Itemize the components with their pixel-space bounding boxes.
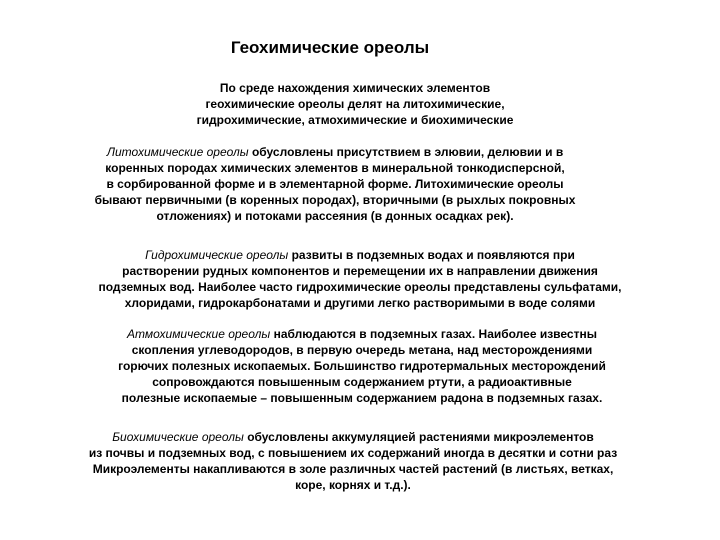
paragraph-line-rest: обусловлены присутствием в элювии, делювии и в: [248, 145, 564, 159]
paragraph-line: коренных породах химических элементов в минеральной тонкодисперсной,: [105, 161, 565, 175]
intro-text: [130, 80, 580, 128]
paragraph-line: коре, корнях и т.д.).: [295, 478, 411, 492]
intro-line: По среде нахождения химических элементов: [219, 81, 491, 95]
paragraph-line: в сорбированной форме и в элементарной форме. Литохимические ореолы: [106, 177, 564, 191]
intro-line: гидрохимические, атмохимические и биохимические: [196, 113, 514, 127]
paragraph-line: Микроэлементы накапливаются в золе различных частей растений (в листьях, ветках,: [92, 462, 614, 476]
paragraph-line: горючих полезных ископаемых. Большинство гидротермальных месторождений: [118, 359, 606, 373]
paragraph-line-rest: обусловлены аккумуляцией растениями микроэлементов: [243, 430, 594, 444]
paragraph-line: [30, 144, 640, 160]
paragraph-line: полезные ископаемые – повышенным содержанием радона в подземных газах.: [121, 391, 603, 405]
paragraph-biochemical: [28, 429, 678, 493]
paragraph-line: хлоридами, гидрокарбонатами и другими легко растворимыми в воде солями: [124, 296, 596, 310]
paragraph-line: скопления углеводородов, в первую очередь метана, над месторождениями: [131, 343, 593, 357]
term-biochemical: Биохимические ореолы: [112, 430, 244, 444]
paragraph-line-rest: наблюдаются в подземных газах. Наиболее известны: [270, 327, 597, 341]
paragraph-line: растворении рудных компонентов и перемещении их в направлении движения: [122, 264, 598, 278]
paragraph-line: из почвы и подземных вод, с повышением их содержаний иногда в десятки и сотни раз: [88, 446, 618, 460]
paragraph-hydrochemical: [40, 247, 680, 311]
intro-line: геохимические ореолы делят на литохимические,: [205, 97, 505, 111]
term-hydrochemical: Гидрохимические ореолы: [145, 248, 289, 262]
paragraph-line: подземных вод. Наиболее часто гидрохимические ореолы представлены сульфатами,: [98, 280, 622, 294]
paragraph-line: [28, 429, 678, 445]
paragraph-atmochemical: [62, 326, 662, 406]
paragraph-lithochemical: [30, 144, 640, 224]
paragraph-line: отложениях) и потоками рассеяния (в донных осадках рек).: [156, 209, 514, 223]
paragraph-line: сопровождаются повышенным содержанием ртути, а радиоактивные: [152, 375, 572, 389]
paragraph-line: [40, 247, 680, 263]
page-title: Геохимические ореолы: [230, 38, 430, 57]
paragraph-line: бывают первичными (в коренных породах), вторичными (в рыхлых покровных: [94, 193, 576, 207]
paragraph-line-rest: развиты в подземных водах и появляются при: [288, 248, 575, 262]
term-atmochemical: Атмохимические ореолы: [127, 327, 271, 341]
term-lithochemical: Литохимические ореолы: [106, 145, 249, 159]
paragraph-line: [62, 326, 662, 342]
